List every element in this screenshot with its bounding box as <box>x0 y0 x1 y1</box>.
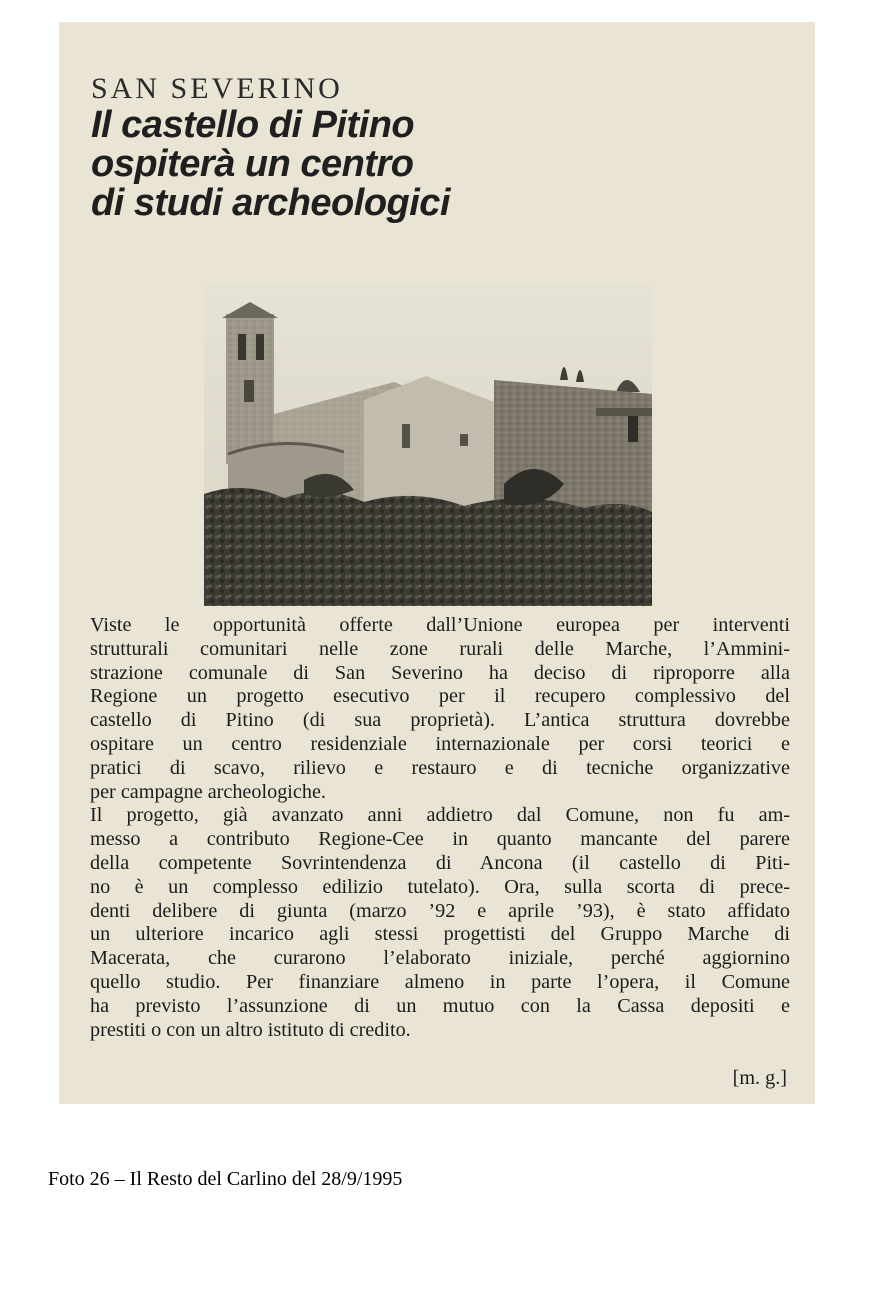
newspaper-clipping <box>59 22 815 1104</box>
body-line: Regione un progetto esecutivo per il recupero complessivo del <box>90 685 790 708</box>
castle-photo <box>204 284 652 606</box>
headline-line: ospiterà un centro <box>91 143 414 185</box>
body-line: ospitare un centro residenziale internazionale per corsi teorici e <box>90 732 790 755</box>
headline-line: Il castello di Pitino <box>91 104 415 146</box>
body-line: ha previsto l’assunzione di un mutuo con la Cassa depositi e <box>90 994 790 1017</box>
body-line: Macerata, che curarono l’elaborato iniziale, perché aggiornino <box>90 947 790 970</box>
body-line: Viste le opportunità offerte dall’Unione europea per interventi <box>90 614 790 636</box>
body-line: della competente Sovrintendenza di Ancona (il castello di Piti- <box>90 851 790 874</box>
body-line: prestiti o con un altro istituto di credito. <box>90 1018 411 1041</box>
headline-line: di studi archeologici <box>91 182 450 224</box>
author-signature: [m. g.] <box>732 1067 787 1089</box>
body-line: un ulteriore incarico agli stessi progettisti del Gruppo Marche di <box>90 923 790 946</box>
body-line: messo a contributo Regione-Cee in quanto mancante del parere <box>90 828 790 851</box>
body-line: no è un complesso edilizio tutelato). Ora, sulla scorta di prece- <box>90 875 790 898</box>
body-line: strazione comunale di San Severino ha deciso di riproporre alla <box>90 661 790 684</box>
body-line: denti delibere di giunta (marzo ’92 e aprile ’93), è stato affidato <box>90 899 790 922</box>
body-line: pratici di scavo, rilievo e restauro e di tecniche organizzative <box>90 756 790 779</box>
body-line: castello di Pitino (di sua proprietà). L’antica struttura dovrebbe <box>90 709 790 732</box>
body-line: Il progetto, già avanzato anni addietro dal Comune, non fu am- <box>90 804 790 827</box>
article-headline <box>91 106 791 223</box>
article-kicker: SAN SEVERINO <box>91 72 343 105</box>
body-line: strutturali comunitari nelle zone rurali delle Marche, l’Ammini- <box>90 637 790 660</box>
body-line: per campagne archeologiche. <box>90 780 326 803</box>
body-line: quello studio. Per finanziare almeno in parte l’opera, il Comune <box>90 970 790 993</box>
article-body <box>90 614 790 1042</box>
photo-caption: Foto 26 – Il Resto del Carlino del 28/9/1995 <box>48 1168 403 1190</box>
